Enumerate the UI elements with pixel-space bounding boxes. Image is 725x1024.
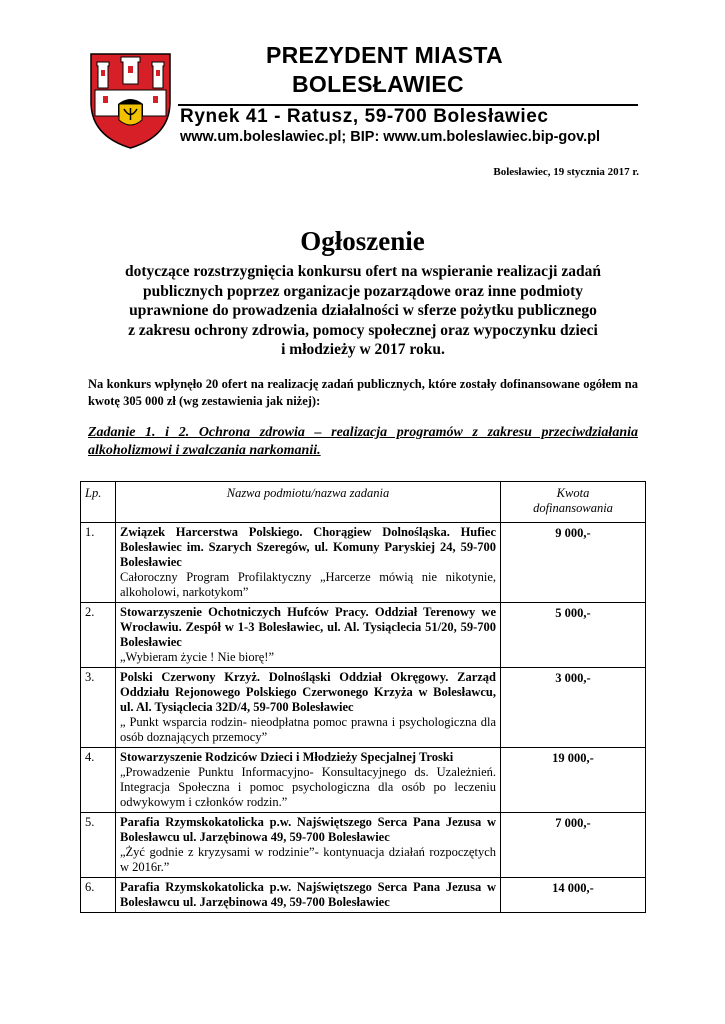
subtitle-line: i młodzieży w 2017 roku. <box>281 341 445 358</box>
organization-name: Parafia Rzymskokatolicka p.w. Najświętszego Serca Pana Jezusa w Bolesławcu ul. Jarzębinowa 49, 59-700 Bolesławiec <box>120 815 496 844</box>
letterhead-title-line1: PREZYDENT MIASTA <box>266 42 503 68</box>
city-crest-icon <box>88 50 173 150</box>
task-name: „ Punkt wsparcia rodzin- nieodpłatna pomoc prawna i psychologiczna dla osób doznających przemocy” <box>120 715 496 744</box>
header-name: Nazwa podmiotu/nazwa zadania <box>116 482 501 523</box>
header-amount-line1: Kwota <box>556 486 590 500</box>
row-description <box>116 523 501 603</box>
table-header-row <box>81 482 646 523</box>
row-description <box>116 603 501 668</box>
table-row <box>81 813 646 878</box>
row-number: 3. <box>81 668 116 748</box>
row-number: 6. <box>81 878 116 913</box>
row-amount: 9 000,- <box>501 523 646 603</box>
table-row <box>81 668 646 748</box>
header-lp: Lp. <box>81 482 116 523</box>
organization-name: Związek Harcerstwa Polskiego. Chorągiew Dolnośląska. Hufiec Bolesławiec im. Szarych Szeregów, ul. Komuny Paryskiej 24, 59-700 Bolesławiec <box>120 525 496 569</box>
document-title: Ogłoszenie <box>300 226 425 256</box>
subtitle-line: publicznych poprzez organizacje pozarządowe oraz inne podmioty <box>143 282 583 300</box>
header-amount-line2: dofinansowania <box>533 501 613 515</box>
grants-table <box>80 481 646 913</box>
subtitle-line: dotyczące rozstrzygnięcia konkursu ofert na wspieranie realizacji zadań <box>125 263 601 280</box>
task-name: „Wybieram życie ! Nie biorę!” <box>120 650 275 664</box>
organization-name: Parafia Rzymskokatolicka p.w. Najświętszego Serca Pana Jezusa w Bolesławcu ul. Jarzębinowa 49, 59-700 Bolesławiec <box>120 880 496 909</box>
task-name: „Żyć godnie z kryzysami w rodzinie”- kontynuacja działań rozpoczętych w 2016r.” <box>120 845 496 874</box>
row-amount: 5 000,- <box>501 603 646 668</box>
task-name: „Prowadzenie Punktu Informacyjno- Konsultacyjnego ds. Uzależnień. Integracja Społeczna i pomoc psychologiczna dla osób po leczeniu odwykowym i członków rodzin.” <box>120 765 496 809</box>
table-row <box>81 878 646 913</box>
row-number: 1. <box>81 523 116 603</box>
table-row <box>81 748 646 813</box>
row-description <box>116 748 501 813</box>
row-number: 5. <box>81 813 116 878</box>
row-amount: 14 000,- <box>501 878 646 913</box>
document-subtitle <box>88 262 638 360</box>
section-title: Zadanie 1. i 2. Ochrona zdrowia – realizacja programów z zakresu przeciwdziałania alkoholizmowi i zwalczania narkomanii. <box>88 425 638 458</box>
row-description <box>116 668 501 748</box>
organization-name: Stowarzyszenie Rodziców Dzieci i Młodzieży Specjalnej Troski <box>120 750 454 764</box>
row-description <box>116 813 501 878</box>
subtitle-line: z zakresu ochrony zdrowia, pomocy społecznej oraz wypoczynku dzieci <box>128 321 598 339</box>
document-date: Bolesławiec, 19 stycznia 2017 r. <box>493 166 639 178</box>
letterhead <box>88 40 648 150</box>
organization-name: Stowarzyszenie Ochotniczych Hufców Pracy. Oddział Terenowy we Wrocławiu. Zespół w 1-3 Bolesławiec, ul. Al. Tysiąclecia 51/20, 59-700 Bolesławiec <box>120 605 496 649</box>
header-amount <box>501 482 646 523</box>
subtitle-line: uprawnione do prowadzenia działalności w sferze pożytku publicznego <box>129 302 597 319</box>
row-description <box>116 878 501 913</box>
row-amount: 3 000,- <box>501 668 646 748</box>
table-row <box>81 523 646 603</box>
row-number: 2. <box>81 603 116 668</box>
row-amount: 19 000,- <box>501 748 646 813</box>
intro-paragraph: Na konkurs wpłynęło 20 ofert na realizację zadań publicznych, które zostały dofinansowane ogółem na kwotę 305 000 zł (wg zestawienia jak niżej): <box>88 377 638 408</box>
row-number: 4. <box>81 748 116 813</box>
letterhead-title-line2: BOLESŁAWIEC <box>292 71 464 97</box>
row-amount: 7 000,- <box>501 813 646 878</box>
letterhead-address: Rynek 41 - Ratusz, 59-700 Bolesławiec <box>180 106 549 127</box>
letterhead-websites: www.um.boleslawiec.pl; BIP: www.um.boleslawiec.bip-gov.pl <box>180 129 601 145</box>
organization-name: Polski Czerwony Krzyż. Dolnośląski Oddział Okręgowy. Zarząd Oddziału Rejonowego Polskiego Czerwonego Krzyża w Bolesławcu, ul. Al. Tysiąclecia 32D/4, 59-700 Bolesławiec <box>120 670 496 714</box>
table-row <box>81 603 646 668</box>
task-name: Całoroczny Program Profilaktyczny „Harcerze mówią nie nikotynie, alkoholowi, narkotykom” <box>120 570 496 599</box>
